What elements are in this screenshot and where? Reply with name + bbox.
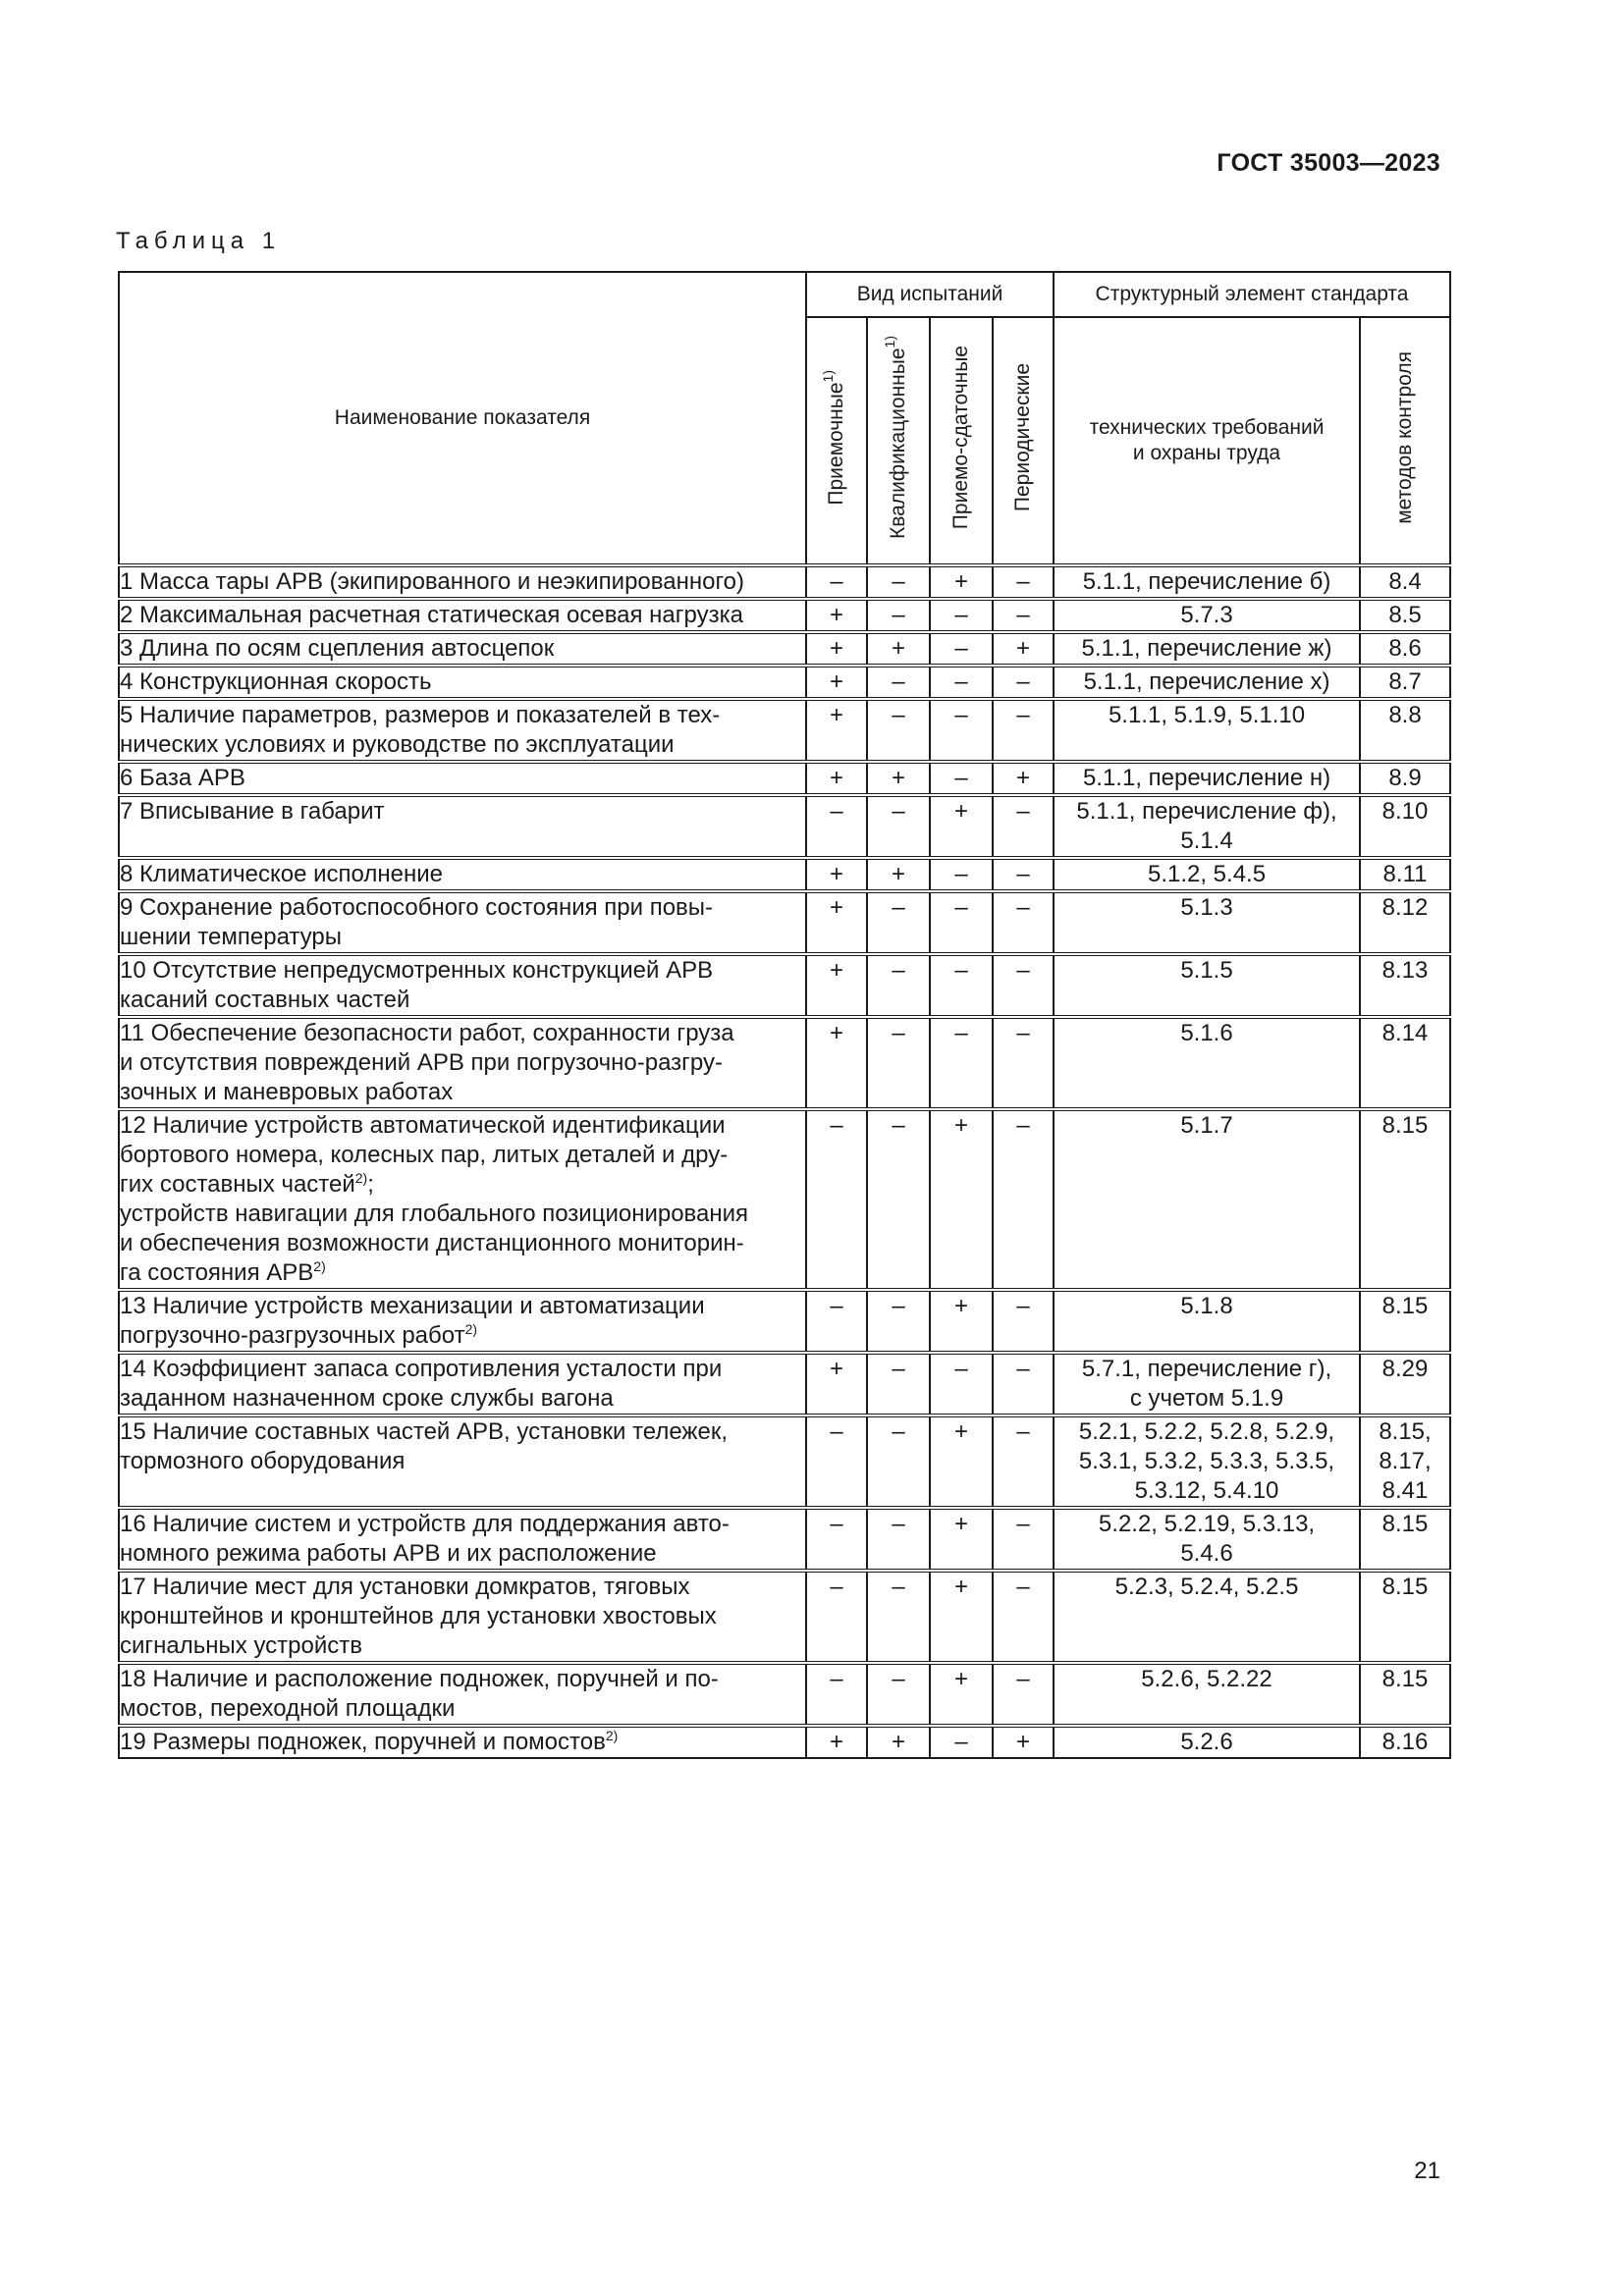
control-method-ref	[1360, 1109, 1450, 1290]
mark-qualification: +	[867, 632, 930, 666]
tech-requirement-line: 5.2.3, 5.2.4, 5.2.5	[1114, 1574, 1299, 1600]
control-method-ref	[1360, 632, 1450, 666]
indicator-name	[119, 565, 806, 599]
tech-requirement-ref	[1054, 1017, 1360, 1109]
table-row	[119, 1663, 1450, 1726]
mark-qualification: +	[867, 1726, 930, 1758]
control-method-line: 8.16	[1381, 1729, 1429, 1755]
mark-periodic: –	[993, 1109, 1054, 1290]
indicator-name-line: зочных и маневровых работах	[120, 1079, 454, 1105]
control-method-line: 8.17,	[1379, 1448, 1432, 1474]
indicator-name-line: 12 Наличие устройств автоматической идентификации	[120, 1112, 726, 1139]
indicator-name-line: 7 Вписывание в габарит	[120, 798, 385, 825]
header-qualification: Квалификационные$^{1)}$	[867, 317, 930, 565]
tech-requirement-line: с учетом 5.1.9	[1129, 1385, 1284, 1412]
mark-acceptance: +	[806, 599, 867, 632]
mark-qualification: –	[867, 891, 930, 954]
indicator-name-line: касаний составных частей	[120, 987, 410, 1013]
indicator-name	[119, 666, 806, 699]
indicator-name-line: и отсутствия повреждений АРВ при погрузочно-разгру-	[120, 1049, 724, 1076]
control-method-ref	[1360, 565, 1450, 599]
indicator-name-line: 17 Наличие мест для установки домкратов, тяговых	[120, 1574, 690, 1600]
mark-handover: +	[930, 1415, 993, 1508]
table-row	[119, 1726, 1450, 1758]
table-row	[119, 1290, 1450, 1353]
mark-periodic: –	[993, 1353, 1054, 1415]
indicator-name	[119, 1290, 806, 1353]
mark-qualification: –	[867, 1415, 930, 1508]
mark-qualification: –	[867, 1017, 930, 1109]
indicator-name-line: нических условиях и руководстве по эксплуатации	[120, 731, 675, 758]
control-method-ref	[1360, 1663, 1450, 1726]
tech-requirement-ref	[1054, 1571, 1360, 1663]
control-method-ref	[1360, 1726, 1450, 1758]
table-body	[119, 565, 1450, 1758]
control-method-line: 8.15	[1381, 1511, 1429, 1537]
indicator-name-line: тормозного оборудования	[120, 1448, 406, 1474]
mark-handover: –	[930, 954, 993, 1017]
indicator-name-line: заданном назначенном сроке службы вагона	[120, 1385, 614, 1412]
tech-requirement-line: 5.1.1, перечисление х)	[1083, 668, 1330, 695]
tech-requirement-line: 5.1.2, 5.4.5	[1147, 861, 1267, 887]
control-method-ref	[1360, 1415, 1450, 1508]
mark-handover: –	[930, 666, 993, 699]
mark-acceptance: –	[806, 1571, 867, 1663]
mark-periodic: –	[993, 565, 1054, 599]
mark-periodic: –	[993, 1415, 1054, 1508]
page-number: 21	[1414, 2158, 1440, 2184]
mark-qualification: –	[867, 1571, 930, 1663]
mark-periodic: –	[993, 1290, 1054, 1353]
control-method-line: 8.12	[1381, 894, 1429, 921]
mark-handover: –	[930, 891, 993, 954]
mark-periodic: –	[993, 1663, 1054, 1726]
control-method-line: 8.4	[1388, 568, 1422, 595]
header-periodic: Периодические	[993, 317, 1054, 565]
tech-requirement-line: 5.1.1, перечисление ф),	[1076, 798, 1337, 825]
indicator-name	[119, 891, 806, 954]
tech-requirement-line: 5.2.1, 5.2.2, 5.2.8, 5.2.9,	[1078, 1418, 1335, 1445]
tech-requirement-ref	[1054, 666, 1360, 699]
indicator-name	[119, 1726, 806, 1758]
control-method-line: 8.9	[1388, 765, 1422, 791]
table-row	[119, 666, 1450, 699]
control-method-line: 8.13	[1381, 957, 1429, 984]
mark-periodic: –	[993, 1017, 1054, 1109]
mark-periodic: –	[993, 666, 1054, 699]
indicator-name-line: 10 Отсутствие непредусмотренных конструкцией АРВ	[120, 957, 714, 984]
tech-requirement-ref	[1054, 565, 1360, 599]
indicator-name	[119, 858, 806, 891]
mark-qualification: +	[867, 762, 930, 795]
mark-qualification: –	[867, 795, 930, 858]
indicator-name-line: кронштейнов и кронштейнов для установки хвостовых	[120, 1603, 717, 1629]
control-method-ref	[1360, 1290, 1450, 1353]
table-caption: Таблица 1	[116, 228, 282, 254]
mark-handover: +	[930, 565, 993, 599]
mark-periodic: –	[993, 699, 1054, 762]
mark-acceptance: –	[806, 1415, 867, 1508]
control-method-line: 8.15	[1381, 1666, 1429, 1692]
control-method-ref	[1360, 858, 1450, 891]
tech-requirement-ref	[1054, 1109, 1360, 1290]
table-row	[119, 632, 1450, 666]
tech-requirement-line: 5.1.1, перечисление н)	[1082, 765, 1331, 791]
indicator-name	[119, 954, 806, 1017]
tech-requirement-ref	[1054, 858, 1360, 891]
indicator-name	[119, 1017, 806, 1109]
mark-handover: –	[930, 699, 993, 762]
tech-requirement-ref	[1054, 1290, 1360, 1353]
indicator-name-line: погрузочно-разгрузочных работ$^{2)}$	[120, 1321, 478, 1349]
tech-requirement-line: 5.1.8	[1180, 1293, 1233, 1319]
mark-acceptance: –	[806, 795, 867, 858]
control-method-line: 8.11	[1382, 861, 1428, 887]
indicator-name-line: 2 Максимальная расчетная статическая осевая нагрузка	[120, 602, 743, 628]
mark-handover: –	[930, 1017, 993, 1109]
indicator-name-line: 19 Размеры подножек, поручней и помостов$^{2)}$	[120, 1728, 619, 1755]
table-row	[119, 599, 1450, 632]
tech-requirement-ref	[1054, 1663, 1360, 1726]
tech-requirement-ref	[1054, 1726, 1360, 1758]
indicator-name-line: бортового номера, колесных пар, литых деталей и дру-	[120, 1142, 729, 1168]
control-method-ref	[1360, 1017, 1450, 1109]
indicator-name	[119, 795, 806, 858]
tech-requirement-ref	[1054, 954, 1360, 1017]
control-method-ref	[1360, 1508, 1450, 1571]
indicator-name-line: 1 Масса тары АРВ (экипированного и неэкипированного)	[120, 568, 745, 595]
mark-acceptance: –	[806, 565, 867, 599]
mark-acceptance: +	[806, 891, 867, 954]
mark-acceptance: +	[806, 1353, 867, 1415]
table-row	[119, 954, 1450, 1017]
mark-qualification: –	[867, 666, 930, 699]
indicator-name-line: и обеспечения возможности дистанционного мониторин-	[120, 1230, 744, 1256]
tech-requirement-ref	[1054, 1353, 1360, 1415]
header-test-type: Вид испытаний	[806, 272, 1054, 317]
mark-qualification: –	[867, 699, 930, 762]
indicator-name	[119, 632, 806, 666]
tech-requirement-ref	[1054, 762, 1360, 795]
mark-periodic: –	[993, 954, 1054, 1017]
mark-qualification: –	[867, 1663, 930, 1726]
tech-requirement-line: 5.3.1, 5.3.2, 5.3.3, 5.3.5,	[1078, 1448, 1335, 1474]
mark-periodic: –	[993, 795, 1054, 858]
table-row	[119, 762, 1450, 795]
indicator-name-line: 16 Наличие систем и устройств для поддержания авто-	[120, 1511, 730, 1537]
mark-periodic: –	[993, 1571, 1054, 1663]
mark-acceptance: +	[806, 632, 867, 666]
tech-requirement-line: 5.2.2, 5.2.19, 5.3.13,	[1098, 1511, 1316, 1537]
indicator-name-line: шении температуры	[120, 924, 343, 950]
table-row	[119, 699, 1450, 762]
mark-handover: –	[930, 858, 993, 891]
control-method-line: 8.41	[1381, 1477, 1429, 1504]
control-method-line: 8.15	[1381, 1293, 1429, 1319]
tech-requirement-line: 5.1.6	[1180, 1020, 1233, 1046]
indicator-name	[119, 1508, 806, 1571]
mark-acceptance: +	[806, 954, 867, 1017]
table-row	[119, 565, 1450, 599]
tech-requirement-line: 5.4.6	[1180, 1540, 1233, 1567]
header-handover: Приемо-сдаточные	[930, 317, 993, 565]
mark-qualification: –	[867, 1353, 930, 1415]
tech-requirement-line: 5.2.6	[1180, 1729, 1233, 1755]
control-method-line: 8.14	[1381, 1020, 1429, 1046]
control-method-ref	[1360, 762, 1450, 795]
table-row	[119, 891, 1450, 954]
header-indicator-name: Наименование показателя	[119, 272, 806, 565]
indicator-name-line: 13 Наличие устройств механизации и автоматизации	[120, 1293, 705, 1319]
indicator-name-line: га состояния АРВ$^{2)}$	[120, 1258, 326, 1286]
mark-acceptance: –	[806, 1290, 867, 1353]
mark-acceptance: +	[806, 699, 867, 762]
tech-requirement-line: 5.7.3	[1180, 602, 1233, 628]
mark-periodic: +	[993, 1726, 1054, 1758]
tech-requirement-line: 5.1.4	[1180, 828, 1233, 854]
mark-qualification: –	[867, 599, 930, 632]
indicator-name	[119, 699, 806, 762]
indicator-name-line: 4 Конструкционная скорость	[120, 668, 432, 695]
mark-qualification: –	[867, 565, 930, 599]
tech-requirement-line: 5.1.1, перечисление ж)	[1081, 635, 1332, 662]
control-method-line: 8.7	[1388, 668, 1422, 695]
tech-requirement-ref	[1054, 699, 1360, 762]
mark-handover: +	[930, 1571, 993, 1663]
mark-periodic: –	[993, 858, 1054, 891]
header-acceptance: Приемочные$^{1)}$	[806, 317, 867, 565]
indicator-name-line: 8 Климатическое исполнение	[120, 861, 443, 887]
table-row	[119, 1571, 1450, 1663]
mark-acceptance: –	[806, 1109, 867, 1290]
mark-acceptance: +	[806, 858, 867, 891]
mark-acceptance: +	[806, 1726, 867, 1758]
header-standard-element: Структурный элемент стандарта	[1054, 272, 1450, 317]
tech-requirement-line: 5.7.1, перечисление г),	[1081, 1356, 1332, 1382]
indicator-name-line: 9 Сохранение работоспособного состояния при повы-	[120, 894, 714, 921]
control-method-ref	[1360, 1353, 1450, 1415]
mark-acceptance: –	[806, 1508, 867, 1571]
tech-requirement-line: 5.1.1, 5.1.9, 5.1.10	[1108, 702, 1306, 728]
control-method-ref	[1360, 954, 1450, 1017]
tech-requirement-ref	[1054, 1415, 1360, 1508]
indicator-name-line: 5 Наличие параметров, размеров и показателей в тех-	[120, 702, 721, 728]
indicator-name-line: 6 База АРВ	[120, 765, 245, 791]
header-control-methods: методов контроля	[1360, 317, 1450, 565]
mark-qualification: +	[867, 858, 930, 891]
control-method-ref	[1360, 1571, 1450, 1663]
mark-handover: –	[930, 762, 993, 795]
indicator-name	[119, 762, 806, 795]
mark-handover: +	[930, 1508, 993, 1571]
mark-periodic: –	[993, 891, 1054, 954]
tech-requirement-line: 5.1.3	[1180, 894, 1233, 921]
mark-acceptance: +	[806, 1017, 867, 1109]
mark-handover: –	[930, 1726, 993, 1758]
mark-periodic: –	[993, 599, 1054, 632]
control-method-line: 8.5	[1388, 602, 1422, 628]
control-method-line: 8.6	[1388, 635, 1422, 662]
tech-requirement-line: 5.2.6, 5.2.22	[1141, 1666, 1272, 1692]
control-method-line: 8.15	[1381, 1574, 1429, 1600]
control-method-line: 8.8	[1388, 702, 1422, 728]
indicator-name-line: сигнальных устройств	[120, 1632, 363, 1659]
mark-acceptance: –	[806, 1663, 867, 1726]
control-method-line: 8.10	[1381, 798, 1429, 825]
indicator-name-line: 11 Обеспечение безопасности работ, сохранности груза	[120, 1020, 734, 1046]
table-row	[119, 1415, 1450, 1508]
mark-periodic: +	[993, 632, 1054, 666]
mark-handover: +	[930, 1290, 993, 1353]
indicator-name-line: устройств навигации для глобального позиционирования	[120, 1201, 749, 1227]
tech-requirement-ref	[1054, 891, 1360, 954]
mark-qualification: –	[867, 1508, 930, 1571]
mark-periodic: +	[993, 762, 1054, 795]
control-method-line: 8.15	[1381, 1112, 1429, 1139]
control-method-line: 8.15,	[1379, 1418, 1432, 1445]
table-row	[119, 795, 1450, 858]
indicator-name-line: 18 Наличие и расположение подножек, поручней и по-	[120, 1666, 719, 1692]
table-row	[119, 1109, 1450, 1290]
mark-acceptance: +	[806, 762, 867, 795]
control-method-ref	[1360, 666, 1450, 699]
mark-acceptance: +	[806, 666, 867, 699]
mark-qualification: –	[867, 954, 930, 1017]
indicator-name-line: 14 Коэффициент запаса сопротивления усталости при	[120, 1356, 723, 1382]
indicator-name	[119, 599, 806, 632]
mark-handover: +	[930, 795, 993, 858]
indicator-name	[119, 1663, 806, 1726]
mark-handover: +	[930, 1109, 993, 1290]
indicator-name	[119, 1571, 806, 1663]
indicator-name-line: гих составных частей$^{2)}$;	[120, 1170, 374, 1198]
table-row	[119, 858, 1450, 891]
tech-requirement-line: 5.1.7	[1180, 1112, 1233, 1139]
mark-handover: –	[930, 599, 993, 632]
standard-number: ГОСТ 35003—2023	[1217, 149, 1440, 177]
table-row	[119, 1017, 1450, 1109]
table-row	[119, 1353, 1450, 1415]
mark-qualification: –	[867, 1290, 930, 1353]
indicator-name-line: 3 Длина по осям сцепления автосцепок	[120, 635, 555, 662]
tech-requirement-ref	[1054, 1508, 1360, 1571]
tech-requirement-line: 5.1.5	[1180, 957, 1233, 984]
mark-periodic: –	[993, 1508, 1054, 1571]
mark-handover: –	[930, 1353, 993, 1415]
control-method-ref	[1360, 699, 1450, 762]
tech-requirement-ref	[1054, 795, 1360, 858]
mark-handover: +	[930, 1663, 993, 1726]
indicator-name-line: 15 Наличие составных частей АРВ, установки тележек,	[120, 1418, 728, 1445]
tech-requirement-ref	[1054, 632, 1360, 666]
control-method-line: 8.29	[1381, 1356, 1429, 1382]
table-row	[119, 1508, 1450, 1571]
mark-handover: –	[930, 632, 993, 666]
tech-requirement-line: 5.3.12, 5.4.10	[1134, 1477, 1279, 1504]
tech-requirement-ref	[1054, 599, 1360, 632]
indicator-name-line: номного режима работы АРВ и их расположение	[120, 1540, 657, 1567]
control-method-ref	[1360, 599, 1450, 632]
header-tech-requirements: технических требований и охраны труда	[1054, 317, 1360, 565]
mark-qualification: –	[867, 1109, 930, 1290]
indicator-name	[119, 1415, 806, 1508]
indicator-name-line: мостов, переходной площадки	[120, 1695, 456, 1722]
tech-requirement-line: 5.1.1, перечисление б)	[1082, 568, 1331, 595]
control-method-ref	[1360, 795, 1450, 858]
indicators-table	[118, 271, 1451, 1759]
control-method-ref	[1360, 891, 1450, 954]
indicator-name	[119, 1109, 806, 1290]
indicator-name	[119, 1353, 806, 1415]
